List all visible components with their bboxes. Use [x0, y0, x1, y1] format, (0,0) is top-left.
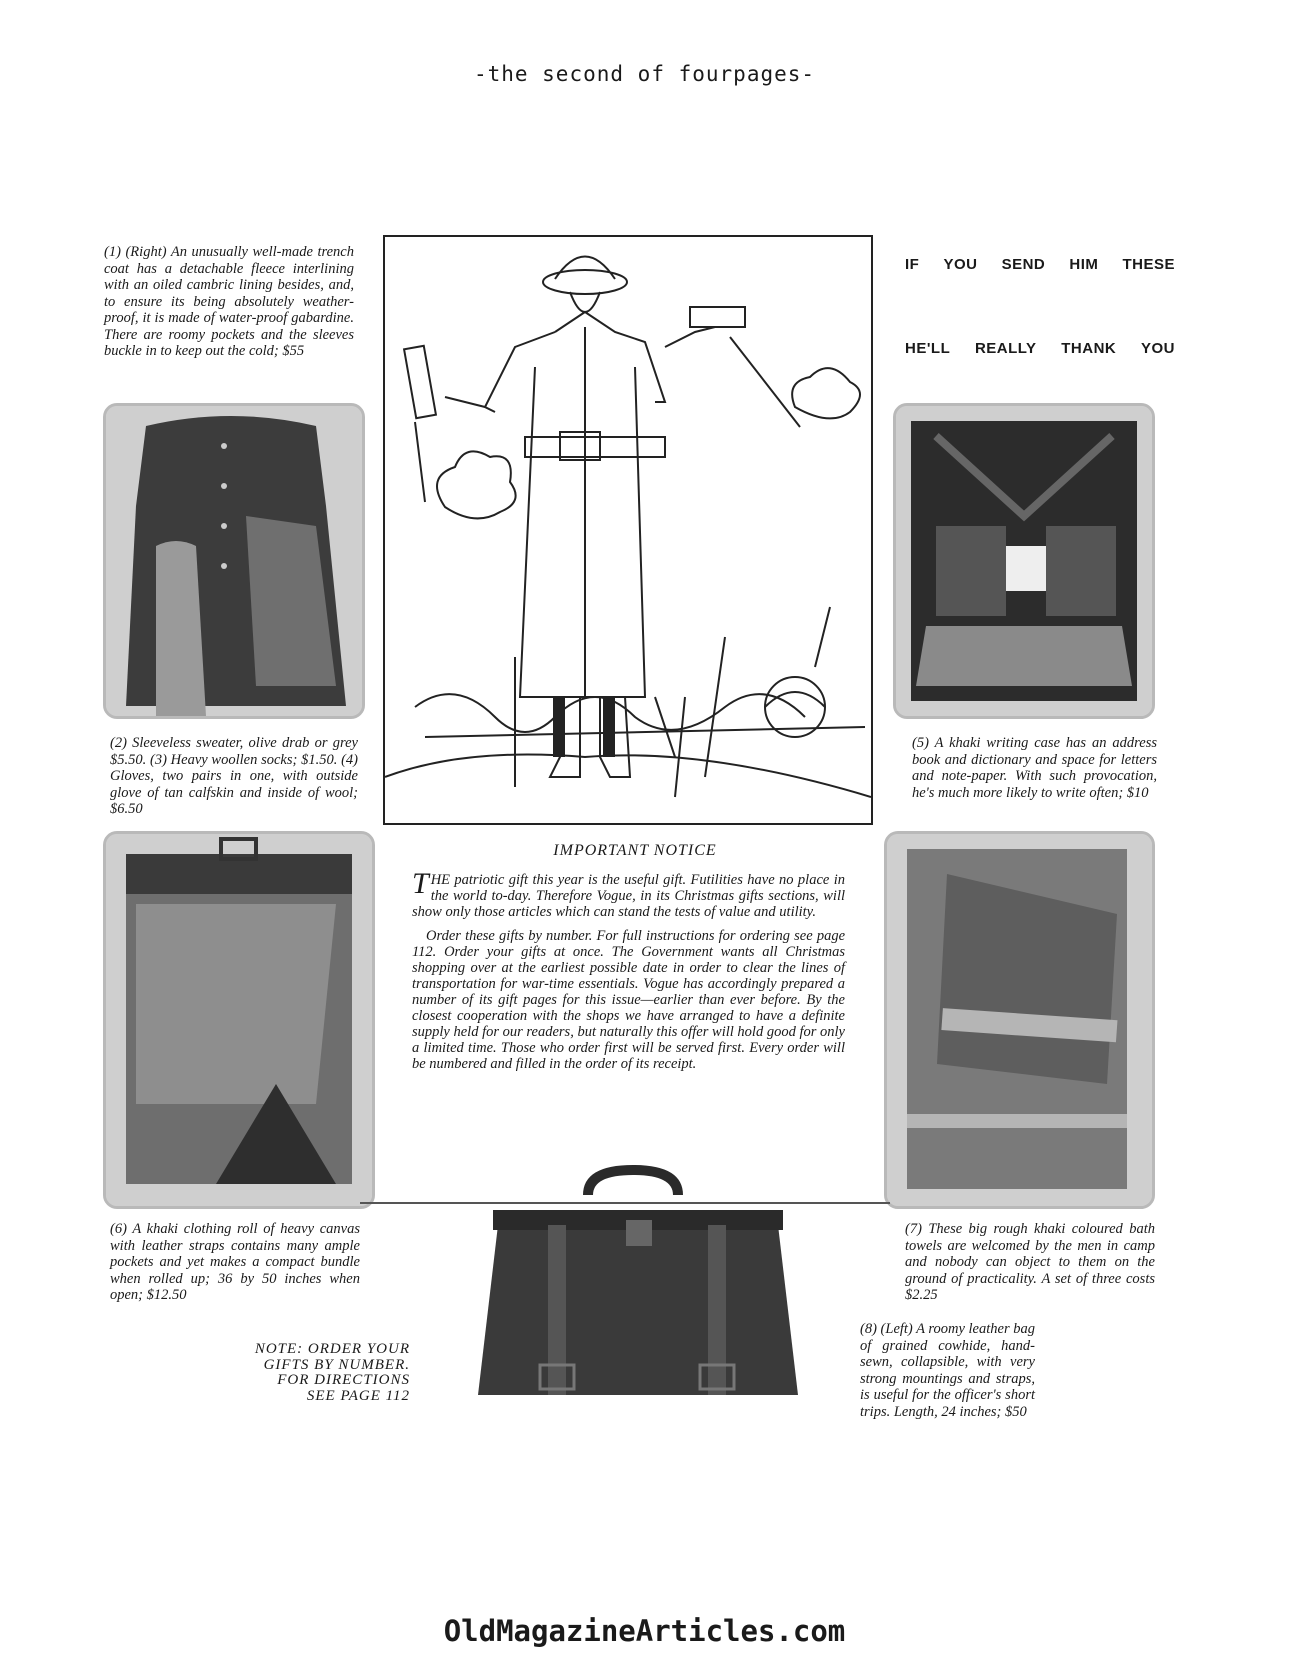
towels-image	[887, 834, 1152, 1206]
soldier-drawing	[385, 237, 871, 823]
caption-item-6: (6) A khaki clothing roll of heavy canvas with leather straps contains many ample pockets and yet makes a compact bundle when rolled up; 36 by 50 inches when open; $12.50	[110, 1221, 360, 1303]
note-line: GIFTS BY NUMBER.	[263, 1356, 410, 1373]
leather-bag-image	[478, 1165, 798, 1405]
note-line: SEE PAGE 112	[306, 1387, 410, 1404]
site-footer: OldMagazineArticles.com	[443, 1614, 846, 1648]
caption-item-7: (7) These big rough khaki coloured bath towels are welcomed by the men in camp and nobody can object to them on the ground of practicality. A set of three costs $2.25	[905, 1221, 1155, 1303]
notice-paragraph-1-text: HE patriotic gift this year is the useful gift. Futilities have no place in the world to-day. Therefore Vogue, in its Christmas gifts sections, will show only those articles which can stand the tests of value and utility.	[412, 872, 845, 920]
note-line: NOTE: ORDER YOUR	[254, 1341, 410, 1357]
headline-word: REALLY	[974, 340, 1037, 357]
illustration-soldier	[383, 235, 873, 825]
headline-word: HE'LL	[905, 340, 951, 357]
notice-title: IMPORTANT NOTICE	[553, 842, 717, 859]
caption-item-2-3-4: (2) Sleeveless sweater, olive drab or grey $5.50. (3) Heavy woollen socks; $1.50. (4) Gloves, two pairs in one, with outside glove of tan calfskin and inside of wool; $6.50	[110, 735, 358, 817]
headline-word: SEND	[1001, 256, 1046, 273]
caption-item-5: (5) A khaki writing case has an address book and dictionary and space for letters and note-paper. With such provocation, he's much more likely to write often; $10	[912, 735, 1157, 801]
page-header: -the second of fourpages-	[473, 62, 816, 86]
photo-sweater-socks-gloves	[103, 403, 365, 719]
photo-writing-case	[893, 403, 1155, 719]
photo-leather-bag	[478, 1165, 798, 1405]
drop-cap: T	[412, 867, 429, 900]
headline-word: YOU	[943, 256, 978, 273]
headline-line-1	[905, 256, 1175, 273]
note-line: FOR DIRECTIONS	[277, 1372, 410, 1388]
photo-clothing-roll	[103, 831, 375, 1209]
photo-bath-towels	[884, 831, 1155, 1209]
writing-case-image	[896, 406, 1152, 716]
headline-word: YOU	[1140, 340, 1175, 357]
notice-body	[412, 867, 845, 1080]
headline-word: THESE	[1122, 256, 1175, 273]
headline-word: THANK	[1061, 340, 1117, 357]
headline-line-2	[905, 340, 1175, 357]
headline-word: IF	[905, 256, 920, 273]
caption-item-8: (8) (Left) A roomy leather bag of grained cowhide, hand-sewn, collapsible, with very strong mountings and straps, is useful for the officer's short trips. Length, 24 inches; $50	[860, 1321, 1035, 1420]
order-note	[220, 1342, 410, 1404]
notice-paragraph-2: Order these gifts by number. For full instructions for ordering see page 112. Order your gifts at once. The Government wants all Christmas shopping over at the earliest possible date in order to clear the lines of transportation for war-time essentials. Vogue has accordingly prepared a number of its gift pages for this issue—earlier than ever before. By the closest cooperation with the shops we have arranged to have a definite supply held for our readers, but naturally this offer will hold good for only a limited time. Those who order first will be served first. Every order will be numbered and filled in the order of its receipt.	[412, 928, 845, 1072]
caption-item-1: (1) (Right) An unusually well-made trench coat has a detachable fleece interlining with an oiled cambric lining besides, and, to ensure its being absolutely weather-proof, it is made of water-proof gabardine. There are roomy pockets and the sleeves buckle in to keep out the cold; $55	[104, 244, 354, 359]
notice-paragraph-1	[412, 867, 845, 920]
headline-word: HIM	[1069, 256, 1099, 273]
clothing-roll-image	[106, 834, 372, 1206]
sweater-image	[106, 406, 362, 716]
